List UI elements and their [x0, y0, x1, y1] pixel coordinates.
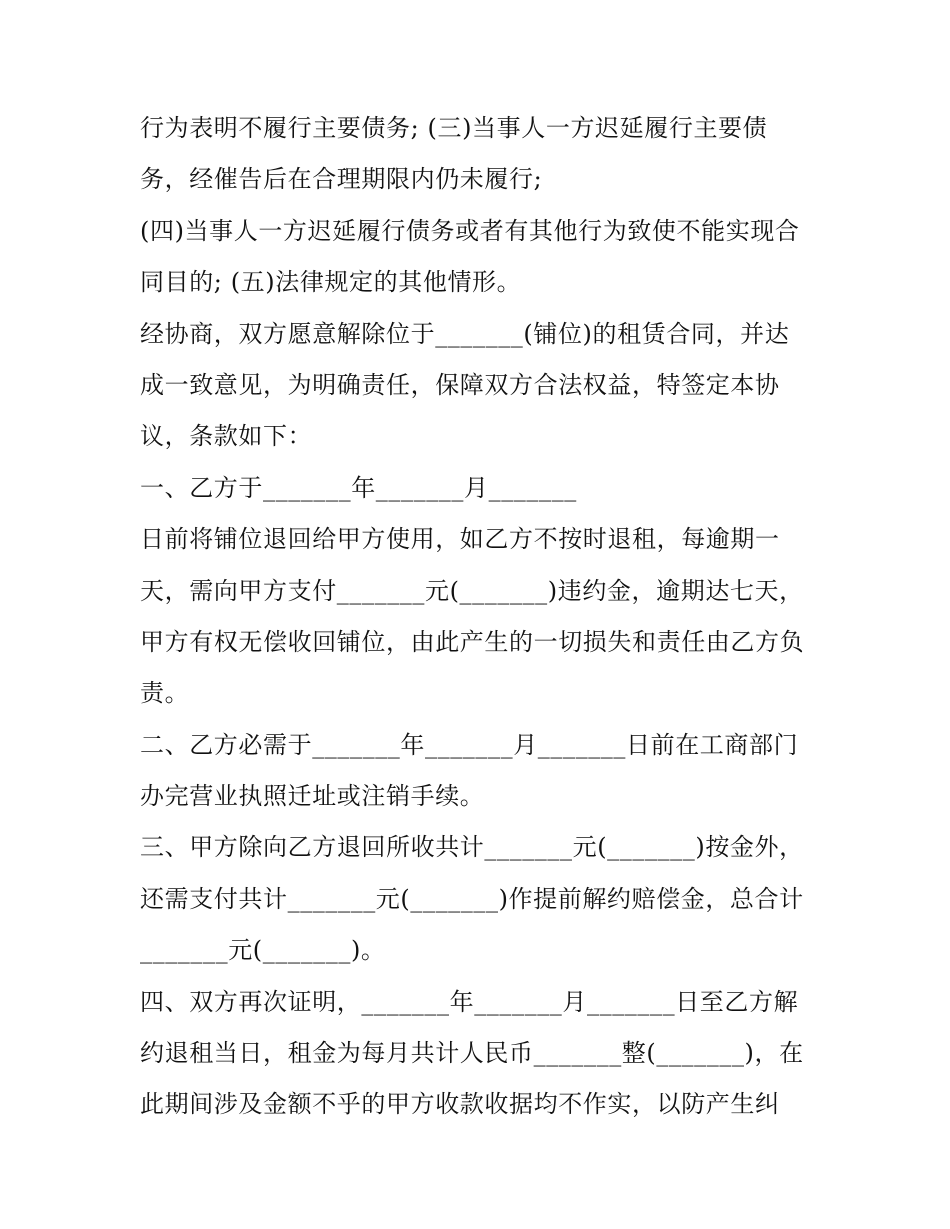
- text-line: 办完营业执照迁址或注销手续。: [140, 782, 485, 811]
- text-line: 天，需向甲方支付_______元(_______)违约金，逾期达七天，: [140, 576, 804, 605]
- text-line: 成一致意见，为明确责任，保障双方合法权益，特签定本协: [140, 370, 780, 399]
- text-line: 同目的; (五)法律规定的其他情形。: [140, 268, 522, 297]
- text-line: 一、乙方于_______年_______月_______: [140, 473, 577, 502]
- text-line: 经协商，双方愿意解除位于_______(铺位)的租赁合同，并达: [140, 319, 790, 348]
- text-line: 议，条款如下：: [140, 422, 313, 451]
- text-line: 行为表明不履行主要债务; (三)当事人一方迟延履行主要债: [140, 114, 768, 142]
- text-line: _______元(_______)。: [140, 936, 386, 965]
- text-line: 三、甲方除向乙方退回所收共计_______元(_______)按金外，: [140, 833, 804, 862]
- text-line: 约退租当日，租金为每月共计人民币_______整(_______)，在: [140, 1039, 804, 1068]
- contract-text: [140, 103, 820, 1131]
- text-line: 此期间涉及金额不乎的甲方收款收据均不作实，以防产生纠: [140, 1090, 780, 1119]
- text-line: 甲方有权无偿收回铺位，由此产生的一切损失和责任由乙方负: [140, 627, 805, 656]
- text-line: 还需支付共计_______元(_______)作提前解约赔偿金，总合计: [140, 884, 804, 913]
- text-line: 四、双方再次证明，_______年_______月_______日至乙方解: [140, 987, 799, 1016]
- text-line: (四)当事人一方迟延履行债务或者有其他行为致使不能实现合: [140, 216, 800, 245]
- text-line: 二、乙方必需于_______年_______月_______日前在工商部门: [140, 730, 799, 759]
- text-line: 日前将铺位退回给甲方使用，如乙方不按时退租，每逾期一: [140, 525, 780, 554]
- text-line: 责。: [140, 679, 190, 708]
- text-line: 务，经催告后在合理期限内仍未履行;: [140, 165, 543, 194]
